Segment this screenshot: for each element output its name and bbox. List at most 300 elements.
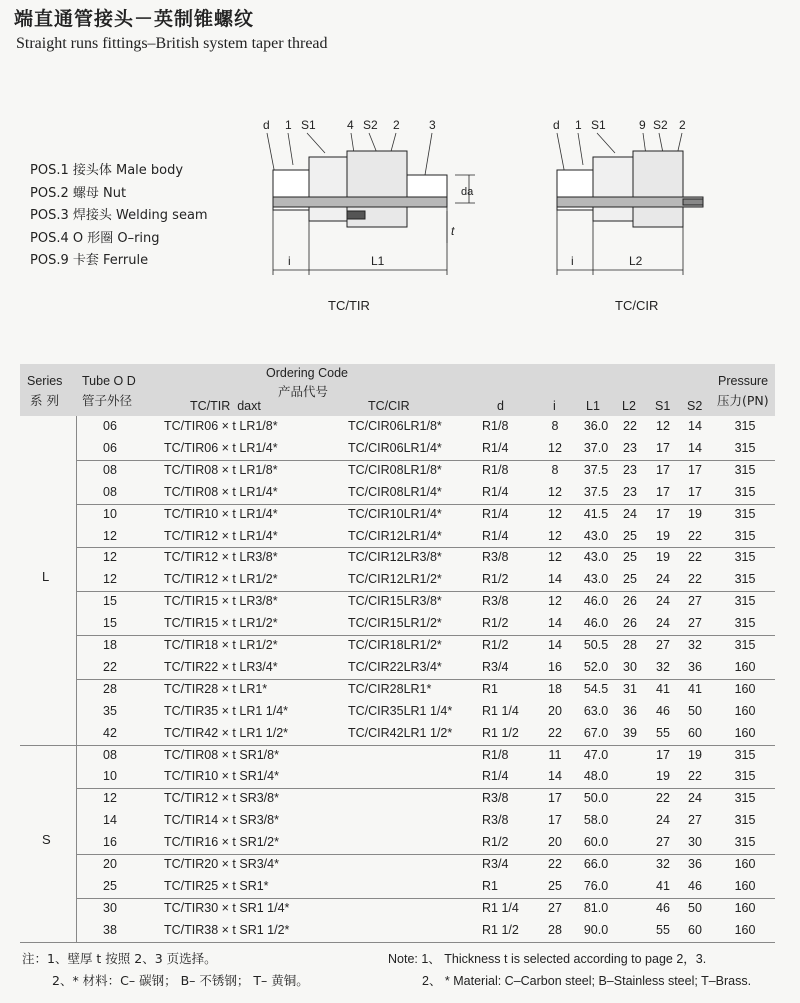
- cell-d: R3/8: [482, 550, 509, 565]
- label-s2: S2: [363, 118, 378, 132]
- cell-i: 14: [548, 638, 562, 652]
- cell-od: 14: [103, 813, 117, 828]
- cell-i: 8: [551, 419, 559, 433]
- cell-l1: 63.0: [583, 703, 609, 718]
- cell-pn: 315: [734, 572, 756, 587]
- cell-pn: 315: [734, 484, 756, 499]
- table-row: [20, 810, 775, 832]
- cell-l1: 58.0: [583, 813, 609, 828]
- cell-s2: 36: [688, 659, 702, 674]
- cell-tir: TC/TIR12 × t LR1/4*: [164, 528, 278, 543]
- cell-tir: TC/TIR08 × t LR1/4*: [164, 484, 278, 499]
- cell-i: 16: [548, 659, 562, 674]
- cell-l1: 37.0: [583, 440, 609, 455]
- table-row: [20, 635, 775, 657]
- label-2: 2: [679, 118, 686, 132]
- cell-od: 25: [103, 878, 117, 893]
- cell-d: R1: [482, 878, 498, 893]
- label-s1: S1: [301, 118, 316, 132]
- cell-od: 18: [103, 638, 117, 652]
- cell-l2: 23: [623, 440, 637, 455]
- table-body: [20, 416, 775, 942]
- cell-d: R3/8: [482, 594, 509, 609]
- note-en-1: Note: 1、 Thickness t is selected according to page 2，3.: [388, 952, 707, 966]
- cell-tir: TC/TIR08 × t SR1/8*: [164, 747, 279, 762]
- cell-tir: TC/TIR10 × t LR1/4*: [164, 506, 278, 521]
- cell-d: R3/8: [482, 791, 509, 806]
- cell-i: 20: [548, 835, 562, 850]
- cell-i: 22: [548, 725, 562, 740]
- cell-l2: 39: [623, 725, 637, 740]
- cell-cir: TC/CIR42LR1 1/2*: [348, 725, 453, 740]
- table-row: [20, 701, 775, 723]
- cell-d: R1 1/2: [482, 725, 519, 740]
- dim-i: i: [288, 254, 291, 268]
- cell-s2: 19: [688, 506, 702, 521]
- cell-s1: 27: [656, 638, 670, 652]
- cell-s2: 22: [688, 550, 702, 565]
- cell-s2: 60: [688, 725, 702, 740]
- cell-l1: 50.5: [583, 638, 609, 652]
- cell-pn: 315: [734, 638, 756, 652]
- cell-s2: 19: [688, 747, 702, 762]
- table-row: [20, 591, 775, 613]
- label-1: 1: [575, 118, 582, 132]
- cell-i: 27: [548, 900, 562, 915]
- cell-l2: 28: [623, 638, 637, 652]
- label-2: 2: [393, 118, 400, 132]
- cell-l2: 26: [623, 594, 637, 609]
- cell-s2: 22: [688, 572, 702, 587]
- cell-l2: 26: [623, 616, 637, 631]
- cell-s2: 32: [688, 638, 702, 652]
- cell-pn: 315: [734, 769, 756, 784]
- header-l2: L2: [622, 399, 636, 413]
- table-row: [20, 460, 775, 482]
- cell-od: 28: [103, 681, 117, 696]
- cell-s1: 19: [656, 769, 670, 784]
- cell-pn: 315: [734, 594, 756, 609]
- cell-s2: 30: [688, 835, 702, 850]
- cell-d: R1/8: [482, 747, 509, 762]
- cell-l2: 25: [623, 572, 637, 587]
- series-label-s: S: [42, 832, 51, 848]
- diagram-caption-tir: TC/TIR: [328, 298, 370, 313]
- cell-tir: TC/TIR38 × t SR1 1/2*: [164, 922, 290, 937]
- cell-s1: 46: [656, 703, 670, 718]
- cell-d: R1: [482, 681, 498, 696]
- cell-s2: 50: [688, 900, 702, 915]
- table-row: [20, 657, 775, 679]
- cell-tir: TC/TIR08 × t LR1/8*: [164, 462, 278, 477]
- cell-l1: 54.5: [583, 681, 609, 696]
- cell-tir: TC/TIR28 × t LR1*: [164, 681, 268, 696]
- cell-tir: TC/TIR35 × t LR1 1/4*: [164, 703, 289, 718]
- cell-od: 08: [103, 462, 117, 477]
- cell-i: 11: [548, 747, 562, 762]
- cell-s1: 12: [656, 419, 670, 433]
- label-d: d: [263, 118, 270, 132]
- cell-s2: 27: [688, 813, 702, 828]
- cell-l2: 25: [623, 550, 637, 565]
- cell-l1: 66.0: [583, 857, 609, 871]
- cell-l1: 43.0: [583, 528, 609, 543]
- note-cn-2: 2、* 材料：C– 碳钢； B– 不锈钢； T– 黄铜。: [52, 973, 309, 988]
- cell-cir: TC/CIR06LR1/8*: [348, 419, 442, 433]
- cell-l1: 43.0: [583, 550, 609, 565]
- cell-l1: 46.0: [583, 616, 609, 631]
- label-9: 9: [639, 118, 646, 132]
- cell-s1: 17: [656, 462, 670, 477]
- label-s2: S2: [653, 118, 668, 132]
- label-4: 4: [347, 118, 354, 132]
- table-row: [20, 526, 775, 548]
- cell-pn: 315: [734, 747, 756, 762]
- cell-d: R1/2: [482, 638, 509, 652]
- cell-d: R1/2: [482, 616, 509, 631]
- cell-od: 30: [103, 900, 117, 915]
- cell-i: 12: [548, 506, 562, 521]
- cell-s2: 17: [688, 484, 702, 499]
- cell-s2: 27: [688, 594, 702, 609]
- cell-d: R1/2: [482, 572, 509, 587]
- header-tube-od-cn: 管子外径: [82, 393, 133, 408]
- cell-i: 17: [548, 791, 562, 806]
- page-title-cn: 端直通管接头－英制锥螺纹: [14, 8, 255, 30]
- series-label-l: L: [42, 569, 50, 585]
- cell-l1: 41.5: [583, 506, 609, 521]
- cell-d: R3/4: [482, 659, 509, 674]
- cell-d: R1/4: [482, 528, 509, 543]
- header-i: i: [553, 399, 556, 413]
- cell-s2: 14: [688, 419, 702, 433]
- cell-od: 22: [103, 659, 117, 674]
- position-item: POS.9 卡套 Ferrule: [30, 253, 149, 268]
- cell-pn: 315: [734, 440, 756, 455]
- table-row: [20, 898, 775, 920]
- table-row: [20, 482, 775, 504]
- cell-s1: 41: [656, 878, 670, 893]
- cell-cir: TC/CIR15LR1/2*: [348, 616, 442, 631]
- table-row: [20, 876, 775, 898]
- notes-en: [388, 948, 751, 992]
- cell-s1: 22: [656, 791, 670, 806]
- cell-l2: 24: [623, 506, 637, 521]
- cell-s2: 14: [688, 440, 702, 455]
- cell-d: R1/8: [482, 462, 509, 477]
- cell-i: 20: [548, 703, 562, 718]
- cell-s1: 17: [656, 506, 670, 521]
- cell-l2: 30: [623, 659, 637, 674]
- cell-od: 42: [103, 725, 117, 740]
- cell-l1: 67.0: [583, 725, 609, 740]
- cell-s1: 46: [656, 900, 670, 915]
- cell-d: R1 1/4: [482, 900, 519, 915]
- cell-d: R1/4: [482, 440, 509, 455]
- cell-d: R1 1/4: [482, 703, 519, 718]
- cell-pn: 160: [734, 681, 756, 696]
- cell-l1: 90.0: [583, 922, 609, 937]
- cell-tir: TC/TIR42 × t LR1 1/2*: [164, 725, 289, 740]
- table-bottom-border: [20, 942, 775, 943]
- cell-d: R1 1/2: [482, 922, 519, 937]
- cell-pn: 315: [734, 791, 756, 806]
- diagram-caption-cir: TC/CIR: [615, 298, 659, 313]
- cell-i: 12: [548, 528, 562, 543]
- label-3: 3: [429, 118, 436, 132]
- cell-i: 8: [551, 462, 559, 477]
- cell-tir: TC/TIR06 × t LR1/8*: [164, 419, 278, 433]
- cell-i: 12: [548, 440, 562, 455]
- cell-tir: TC/TIR15 × t LR1/2*: [164, 616, 278, 631]
- header-pressure-en: Pressure: [718, 374, 769, 388]
- table-header: [20, 364, 775, 416]
- cell-s2: 17: [688, 462, 702, 477]
- dim-da: da: [461, 186, 474, 198]
- fitting-diagram-cir: [545, 115, 705, 280]
- position-item: POS.1 接头体 Male body: [30, 163, 184, 178]
- header-s1: S1: [655, 399, 671, 413]
- cell-od: 15: [103, 594, 117, 609]
- position-item: POS.4 O 形圈 O–ring: [30, 230, 160, 246]
- cell-d: R1/4: [482, 769, 509, 784]
- position-item: POS.3 焊接头 Welding seam: [30, 208, 208, 223]
- cell-l1: 48.0: [583, 769, 609, 784]
- fitting-diagram-tir: [255, 115, 490, 280]
- note-cn-1: 注：1、壁厚 t 按照 2、3 页选择。: [22, 951, 217, 966]
- cell-l1: 60.0: [583, 835, 609, 850]
- cell-l2: 31: [623, 681, 637, 696]
- label-1: 1: [285, 118, 292, 132]
- cell-cir: TC/CIR15LR3/8*: [348, 594, 442, 609]
- cell-l2: 23: [623, 484, 637, 499]
- cell-tir: TC/TIR30 × t SR1 1/4*: [164, 900, 290, 915]
- cell-l1: 36.0: [583, 419, 609, 433]
- position-list: [30, 160, 208, 273]
- cell-d: R1/4: [482, 484, 509, 499]
- cell-od: 16: [103, 835, 117, 850]
- cell-i: 12: [548, 550, 562, 565]
- cell-tir: TC/TIR20 × t SR3/4*: [164, 857, 279, 871]
- cell-l1: 81.0: [583, 900, 609, 915]
- cell-pn: 315: [734, 528, 756, 543]
- cell-s2: 50: [688, 703, 702, 718]
- cell-l1: 52.0: [583, 659, 609, 674]
- cell-s1: 17: [656, 747, 670, 762]
- cell-pn: 315: [734, 835, 756, 850]
- header-ordering-en: Ordering Code: [266, 366, 348, 380]
- cell-l1: 47.0: [583, 747, 609, 762]
- cell-d: R1/8: [482, 419, 509, 433]
- cell-od: 06: [103, 440, 117, 455]
- cell-l1: 37.5: [583, 462, 609, 477]
- table-row: [20, 920, 775, 942]
- cell-cir: TC/CIR18LR1/2*: [348, 638, 442, 652]
- cell-tir: TC/TIR14 × t SR3/8*: [164, 813, 279, 828]
- header-series-cn: 系 列: [30, 393, 59, 408]
- cell-tir: TC/TIR12 × t LR1/2*: [164, 572, 278, 587]
- cell-s1: 32: [656, 659, 670, 674]
- cell-cir: TC/CIR10LR1/4*: [348, 506, 442, 521]
- cell-s1: 24: [656, 813, 670, 828]
- cell-d: R1/4: [482, 506, 509, 521]
- cell-s1: 17: [656, 484, 670, 499]
- page-title-en: Straight runs fittings–British system taper thread: [16, 35, 328, 52]
- cell-s1: 24: [656, 616, 670, 631]
- cell-od: 38: [103, 922, 117, 937]
- cell-s1: 55: [656, 922, 670, 937]
- cell-s1: 24: [656, 572, 670, 587]
- table-row: [20, 547, 775, 569]
- cell-pn: 315: [734, 616, 756, 631]
- cell-tir: TC/TIR12 × t LR3/8*: [164, 550, 278, 565]
- cell-cir: TC/CIR12LR1/2*: [348, 572, 442, 587]
- cell-s2: 60: [688, 922, 702, 937]
- cell-tir: TC/TIR10 × t SR1/4*: [164, 769, 279, 784]
- header-d: d: [497, 399, 504, 413]
- label-d: d: [553, 118, 560, 132]
- table-row: [20, 788, 775, 810]
- cell-od: 35: [103, 703, 117, 718]
- cell-s2: 27: [688, 616, 702, 631]
- cell-i: 14: [548, 572, 562, 587]
- cell-i: 17: [548, 813, 562, 828]
- cell-l1: 43.0: [583, 572, 609, 587]
- table-row: [20, 745, 775, 767]
- cell-pn: 160: [734, 703, 756, 718]
- cell-i: 12: [548, 594, 562, 609]
- cell-i: 14: [548, 769, 562, 784]
- table-row: [20, 416, 775, 438]
- cell-tir: TC/TIR25 × t SR1*: [164, 878, 269, 893]
- cell-od: 06: [103, 419, 117, 433]
- cell-pn: 315: [734, 419, 756, 433]
- cell-s1: 55: [656, 725, 670, 740]
- cell-s2: 22: [688, 528, 702, 543]
- header-series-en: Series: [27, 374, 63, 388]
- cell-pn: 160: [734, 725, 756, 740]
- dim-l1: L1: [371, 254, 385, 268]
- header-pressure-cn: 压力(PN): [717, 393, 769, 408]
- cell-pn: 315: [734, 550, 756, 565]
- cell-cir: TC/CIR35LR1 1/4*: [348, 703, 453, 718]
- cell-pn: 160: [734, 878, 756, 893]
- header-ordering-cn: 产品代号: [278, 384, 329, 399]
- table-row: [20, 679, 775, 701]
- cell-i: 14: [548, 616, 562, 631]
- cell-s2: 36: [688, 857, 702, 871]
- cell-i: 18: [548, 681, 562, 696]
- cell-d: R3/4: [482, 857, 509, 871]
- cell-s2: 41: [688, 681, 702, 696]
- cell-s1: 27: [656, 835, 670, 850]
- cell-tir: TC/TIR06 × t LR1/4*: [164, 440, 278, 455]
- cell-d: R1/2: [482, 835, 509, 850]
- cell-l2: 25: [623, 528, 637, 543]
- header-cir: TC/CIR: [368, 399, 410, 413]
- cell-od: 12: [103, 528, 117, 543]
- cell-pn: 315: [734, 506, 756, 521]
- cell-od: 08: [103, 484, 117, 499]
- cell-l2: 22: [623, 419, 637, 433]
- cell-s1: 24: [656, 594, 670, 609]
- cell-s2: 22: [688, 769, 702, 784]
- table-row: [20, 438, 775, 460]
- cell-od: 08: [103, 747, 117, 762]
- cell-cir: TC/CIR08LR1/4*: [348, 484, 442, 499]
- cell-s1: 19: [656, 550, 670, 565]
- cell-l1: 37.5: [583, 484, 609, 499]
- cell-s1: 41: [656, 681, 670, 696]
- header-tir: TC/TIR daxt: [190, 399, 261, 413]
- cell-tir: TC/TIR16 × t SR1/2*: [164, 835, 279, 850]
- cell-cir: TC/CIR12LR1/4*: [348, 528, 442, 543]
- cell-pn: 160: [734, 922, 756, 937]
- cell-tir: TC/TIR18 × t LR1/2*: [164, 638, 278, 652]
- header-s2: S2: [687, 399, 703, 413]
- notes-cn: [22, 948, 309, 992]
- cell-cir: TC/CIR06LR1/4*: [348, 440, 442, 455]
- dim-l2: L2: [629, 254, 643, 268]
- cell-od: 10: [103, 769, 117, 784]
- cell-tir: TC/TIR22 × t LR3/4*: [164, 659, 278, 674]
- header-tube-od-en: Tube O D: [82, 374, 136, 388]
- cell-i: 12: [548, 484, 562, 499]
- cell-i: 22: [548, 857, 562, 871]
- cell-cir: TC/CIR12LR3/8*: [348, 550, 442, 565]
- cell-od: 12: [103, 550, 117, 565]
- position-item: POS.2 螺母 Nut: [30, 185, 127, 201]
- cell-pn: 315: [734, 462, 756, 477]
- cell-s2: 46: [688, 878, 702, 893]
- cell-pn: 160: [734, 900, 756, 915]
- cell-tir: TC/TIR15 × t LR3/8*: [164, 594, 278, 609]
- cell-pn: 315: [734, 813, 756, 828]
- cell-od: 10: [103, 506, 117, 521]
- cell-od: 12: [103, 572, 117, 587]
- table-row: [20, 504, 775, 526]
- cell-l2: 36: [623, 703, 637, 718]
- cell-d: R3/8: [482, 813, 509, 828]
- cell-pn: 160: [734, 857, 756, 871]
- cell-l1: 50.0: [583, 791, 609, 806]
- cell-s1: 17: [656, 440, 670, 455]
- dim-t: t: [451, 224, 455, 238]
- note-en-2: 2、 * Material: C–Carbon steel; B–Stainless steel; T–Brass.: [422, 974, 752, 988]
- cell-l1: 76.0: [583, 878, 609, 893]
- cell-l2: 23: [623, 462, 637, 477]
- cell-tir: TC/TIR12 × t SR3/8*: [164, 791, 279, 806]
- label-s1: S1: [591, 118, 606, 132]
- cell-i: 28: [548, 922, 562, 937]
- table-row: [20, 766, 775, 788]
- cell-i: 25: [548, 878, 562, 893]
- header-l1: L1: [586, 399, 600, 413]
- cell-s2: 24: [688, 791, 702, 806]
- cell-s1: 19: [656, 528, 670, 543]
- cell-l1: 46.0: [583, 594, 609, 609]
- table-row: [20, 832, 775, 854]
- table-row: [20, 854, 775, 876]
- cell-pn: 160: [734, 659, 756, 674]
- cell-od: 15: [103, 616, 117, 631]
- cell-cir: TC/CIR28LR1*: [348, 681, 432, 696]
- cell-od: 12: [103, 791, 117, 806]
- table-row: [20, 569, 775, 591]
- cell-cir: TC/CIR22LR3/4*: [348, 659, 442, 674]
- dim-i: i: [571, 254, 574, 268]
- table-row: [20, 723, 775, 745]
